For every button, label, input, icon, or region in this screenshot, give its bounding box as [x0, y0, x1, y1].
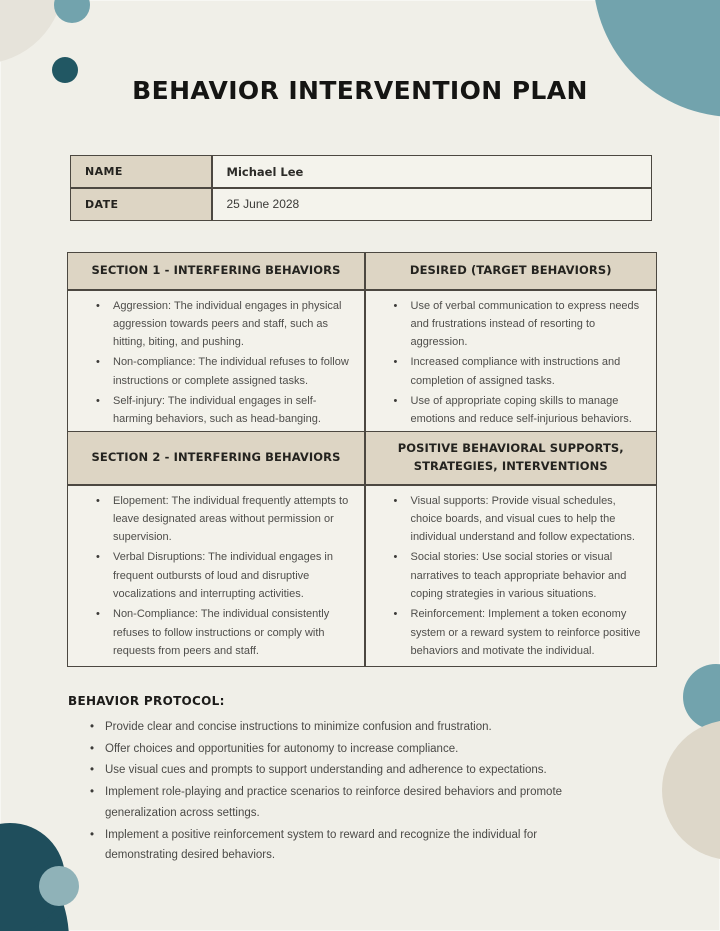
list-item: • Visual supports: Provide visual schedules, choice boards, and visual cues to help the individual understand and follow expectations.: [394, 492, 649, 547]
list-item: • Social stories: Use social stories or visual narratives to teach appropriate behavior and coping strategies in various situations.: [394, 548, 649, 603]
list-item: • Provide clear and concise instructions to minimize confusion and frustration.: [90, 717, 610, 738]
section2-interfering-body-cell: [68, 486, 364, 666]
section2-interfering-header-cell: SECTION 2 - INTERFERING BEHAVIORS: [68, 432, 364, 484]
name-label-cell: NAME: [71, 156, 211, 187]
list-item: • Non-compliance: The individual refuses to follow instructions or complete assigned tasks.: [96, 353, 356, 390]
list-item: • Implement a positive reinforcement system to reward and recognize the individual for demonstrating desired behaviors.: [90, 825, 610, 866]
date-label-cell: DATE: [71, 189, 211, 220]
section1-interfering-body-cell: [68, 291, 364, 431]
list-item: • Elopement: The individual frequently attempts to leave designated areas without permission or supervision.: [96, 492, 356, 547]
list-item: • Implement role-playing and practice scenarios to reinforce desired behaviors and promote generalization across settings.: [90, 782, 610, 823]
positive-supports-list: [366, 492, 657, 661]
list-item: • Use of verbal communication to express needs and frustrations instead of resorting to aggression.: [394, 297, 649, 352]
positive-supports-body-cell: [366, 486, 657, 666]
page-title: BEHAVIOR INTERVENTION PLAN: [132, 76, 588, 105]
behavior-protocol-heading: BEHAVIOR PROTOCOL:: [68, 694, 225, 708]
date-value-cell: 25 June 2028: [213, 189, 652, 220]
behavior-protocol-list: [68, 717, 610, 866]
section1-interfering-header-cell: SECTION 1 - INTERFERING BEHAVIORS: [68, 253, 364, 289]
list-item: • Aggression: The individual engages in physical aggression towards peers and staff, such as hitting, biting, and pushing.: [96, 297, 356, 352]
desired-behaviors-header-cell: DESIRED (TARGET BEHAVIORS): [366, 253, 657, 289]
list-item: • Non-Compliance: The individual consistently refuses to follow instructions or comply with requests from peers and staff.: [96, 605, 356, 660]
desired-behaviors-body-cell: [366, 291, 657, 431]
list-item: • Use of appropriate coping skills to manage emotions and reduce self-injurious behaviors.: [394, 392, 649, 429]
behavior-table: [67, 252, 657, 667]
desired-behaviors-list: [366, 297, 657, 429]
list-item: • Reinforcement: Implement a token economy system or a reward system to reinforce positive behaviors and motivate the individual.: [394, 605, 649, 660]
section2-interfering-list: [68, 492, 364, 661]
list-item: • Use visual cues and prompts to support understanding and adherence to expectations.: [90, 760, 610, 781]
list-item: • Self-injury: The individual engages in self-harming behaviors, such as head-banging.: [96, 392, 356, 429]
section1-interfering-list: [68, 297, 364, 429]
list-item: • Verbal Disruptions: The individual engages in frequent outbursts of loud and disruptive vocalizations and interrupting activities.: [96, 548, 356, 603]
name-value-cell: Michael Lee: [213, 156, 652, 187]
behavior-protocol-section: [68, 694, 640, 867]
info-table: [70, 155, 652, 221]
list-item: • Offer choices and opportunities for autonomy to increase compliance.: [90, 739, 610, 760]
list-item: • Increased compliance with instructions and completion of assigned tasks.: [394, 353, 649, 390]
positive-supports-header-cell: POSITIVE BEHAVIORAL SUPPORTS, STRATEGIES, INTERVENTIONS: [366, 432, 657, 484]
